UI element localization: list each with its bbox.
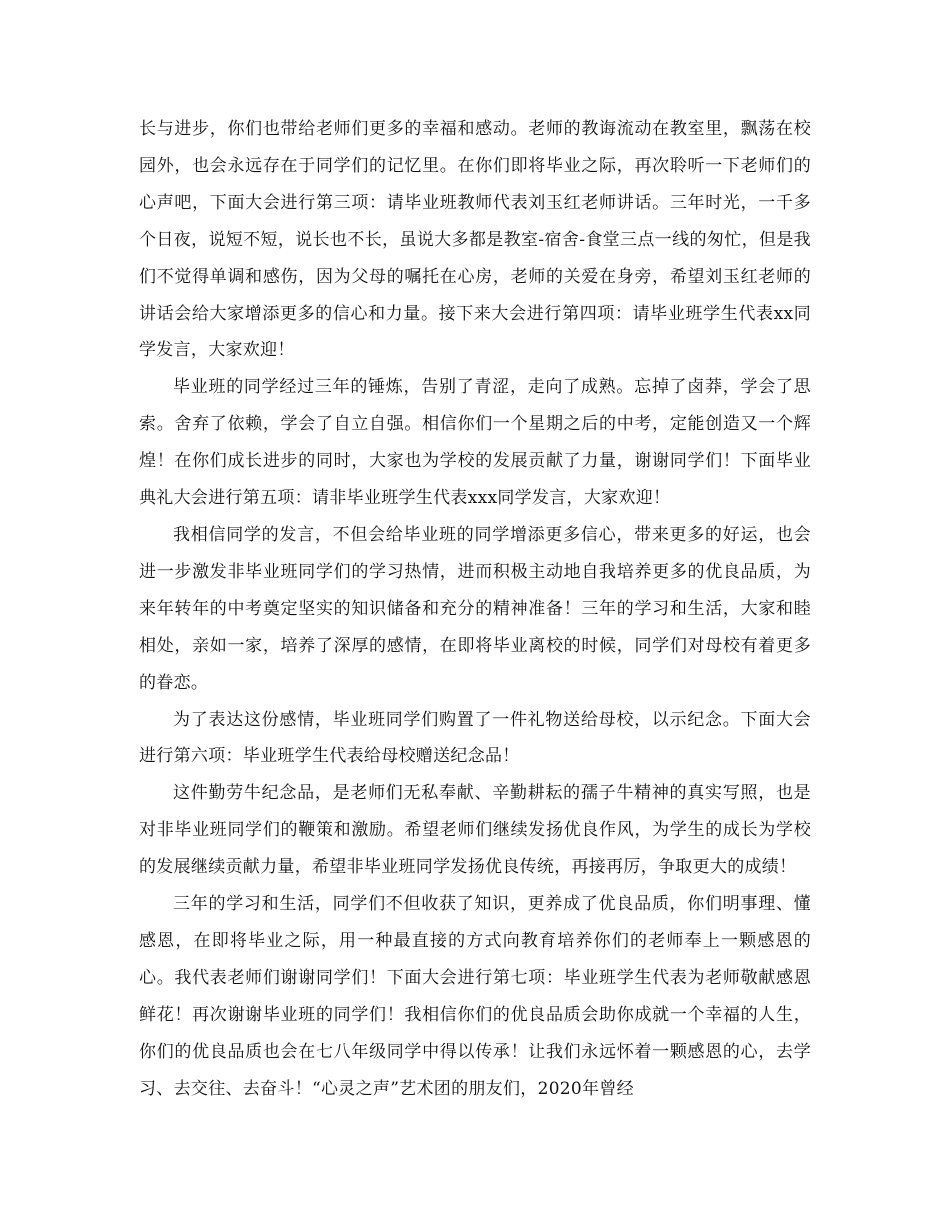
paragraph: 毕业班的同学经过三年的锤炼，告别了青涩，走向了成熟。忘掉了卤莽，学会了思索。舍弃了依赖，学会了自立自强。相信你们一个星期之后的中考，定能创造又一个辉煌！在你们成长进步的同时，大家也为学校的发展贡献了力量，谢谢同学们！下面毕业典礼大会进行第五项：请非毕业班学生代表xxx同学发言，大家欢迎！ (139, 377, 811, 509)
paragraph: 这件勤劳牛纪念品，是老师们无私奉献、辛勤耕耘的孺子牛精神的真实写照，也是对非毕业班同学们的鞭策和激励。希望老师们继续发扬优良作风，为学生的成长为学校的发展继续贡献力量，希望非毕业班同学发扬优良传统，再接再厉，争取更大的成绩！ (139, 783, 811, 878)
paragraph: 三年的学习和生活，同学们不但收获了知识，更养成了优良品质，你们明事理、懂感恩，在即将毕业之际，用一种最直接的方式向教育培养你们的老师奉上一颗感恩的心。我代表老师们谢谢同学们！下面大会进行第七项：毕业班学生代表为老师敬献感恩鲜花！再次谢谢毕业班的同学们！我相信你们的优良品质会助你成就一个幸福的人生，你们的优良品质也会在七八年级同学中得以传承！让我们永远怀着一颗感恩的心，去学习、去交往、去奋斗！“心灵之声”艺术团的朋友们，2020年曾经 (139, 894, 811, 1099)
paragraph: 为了表达这份感情，毕业班同学们购置了一件礼物送给母校，以示纪念。下面大会进行第六项：毕业班学生代表给母校赠送纪念品！ (139, 709, 811, 767)
document-page (139, 111, 811, 1107)
paragraph: 我相信同学的发言，不但会给毕业班的同学增添更多信心，带来更多的好运，也会进一步激发非毕业班同学们的学习热情，进而积极主动地自我培养更多的优良品质，为来年转年的中考奠定坚实的知识储备和充分的精神准备！三年的学习和生活，大家和睦相处，亲如一家，培养了深厚的感情，在即将毕业离校的时候，同学们对母校有着更多的眷恋。 (139, 524, 811, 693)
paragraph-continuation: 长与进步，你们也带给老师们更多的幸福和感动。老师的教诲流动在教室里，飘荡在校园外，也会永远存在于同学们的记忆里。在你们即将毕业之际，再次聆听一下老师们的心声吧，下面大会进行第三项：请毕业班教师代表刘玉红老师讲话。三年时光，一千多个日夜，说短不短，说长也不长，虽说大多都是教室-宿舍-食堂三点一线的匆忙，但是我们不觉得单调和感伤，因为父母的嘱托在心房，老师的关爱在身旁，希望刘玉红老师的讲话会给大家增添更多的信心和力量。接下来大会进行第四项：请毕业班学生代表xx同学发言，大家欢迎！ (139, 119, 811, 361)
